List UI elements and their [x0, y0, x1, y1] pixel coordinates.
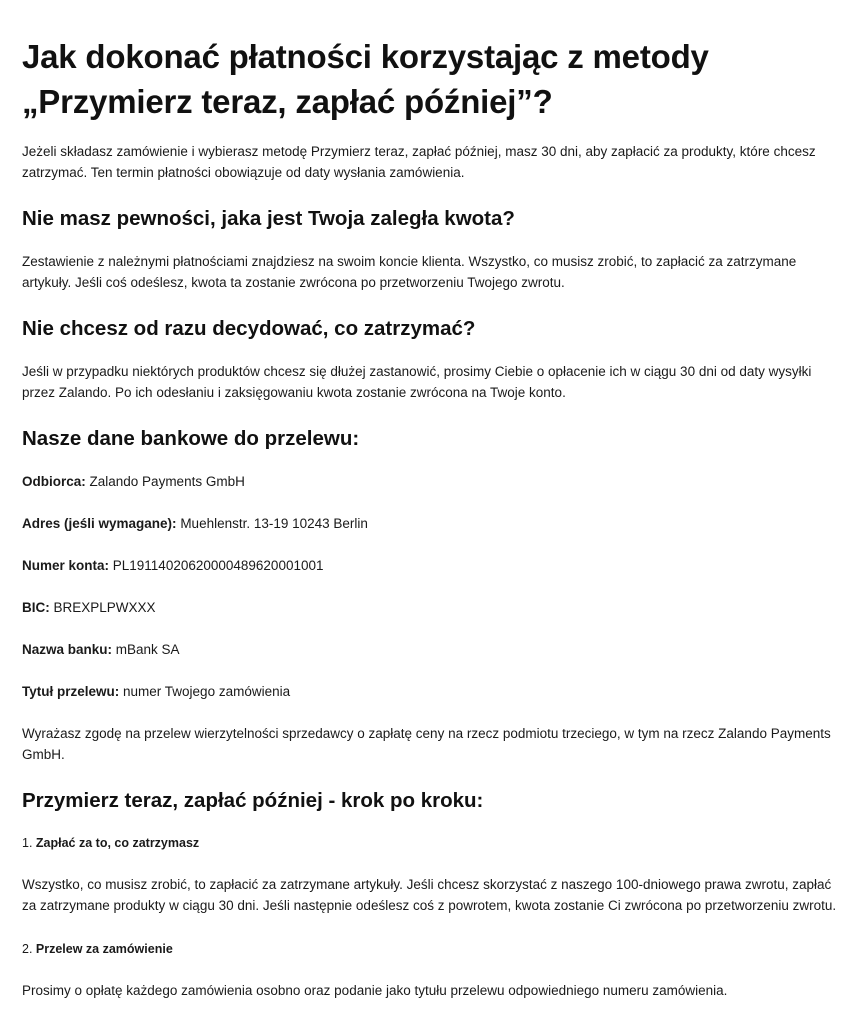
- bank-detail-address: [22, 513, 841, 534]
- bank-detail-value: BREXPLPWXXX: [49, 600, 156, 615]
- bank-detail-bic: [22, 597, 841, 618]
- intro-paragraph: Jeżeli składasz zamówienie i wybierasz metodę Przymierz teraz, zapłać później, masz 30 dni, aby zapłacić za produkty, które chcesz zatrzymać. Ten termin płatności obowiązuje od daty wysłania zamówienia.: [22, 144, 816, 180]
- bank-detail-value: Muehlenstr. 13-19 10243 Berlin: [176, 516, 368, 531]
- bank-detail-transfer-title: [22, 681, 841, 702]
- step-title-1: [22, 833, 841, 853]
- bank-detail-recipient: [22, 471, 841, 492]
- bank-detail-label: Adres (jeśli wymagane):: [22, 516, 177, 531]
- bank-detail-value: PL19114020620000489620001001: [109, 558, 324, 573]
- step-title: Przelew za zamówienie: [35, 942, 173, 956]
- bank-detail-label: BIC:: [22, 600, 50, 615]
- bank-detail-label: Nazwa banku:: [22, 642, 113, 657]
- bank-detail-label: Odbiorca:: [22, 474, 86, 489]
- page-title: Jak dokonać płatności korzystając z metody „Przymierz teraz, zapłać później”?: [22, 38, 709, 120]
- bank-detail-label: Tytuł przelewu:: [22, 684, 120, 699]
- section-heading-steps: Przymierz teraz, zapłać później - krok po kroku:: [22, 789, 484, 812]
- section-heading-outstanding-amount: Nie masz pewności, jaka jest Twoja zaległa kwota?: [22, 207, 515, 230]
- consent-paragraph: Wyrażasz zgodę na przelew wierzytelności sprzedawcy o zapłatę ceny na rzecz podmiotu trzeciego, w tym na rzecz Zalando Payments GmbH.: [22, 726, 831, 762]
- step-title-2: [22, 939, 841, 959]
- bank-detail-account-number: [22, 555, 841, 576]
- bank-detail-value: numer Twojego zamówienia: [119, 684, 291, 699]
- step-number: 1.: [22, 836, 36, 850]
- section-heading-decide-later: Nie chcesz od razu decydować, co zatrzymać?: [22, 317, 476, 340]
- bank-detail-value: Zalando Payments GmbH: [85, 474, 245, 489]
- step-title: Zapłać za to, co zatrzymasz: [35, 836, 200, 850]
- outstanding-amount-paragraph: Zestawienie z należnymi płatnościami znajdziesz na swoim koncie klienta. Wszystko, co musisz zrobić, to zapłacić za zatrzymane artykuły. Jeśli coś odeślesz, kwota ta zostanie zwrócona po przetworzeniu Twojego zwrotu.: [22, 254, 797, 290]
- bank-detail-label: Numer konta:: [22, 558, 110, 573]
- bank-detail-bank-name: [22, 639, 841, 660]
- section-heading-bank-details: Nasze dane bankowe do przelewu:: [22, 427, 360, 450]
- bank-detail-value: mBank SA: [112, 642, 180, 657]
- step-number: 2.: [22, 942, 36, 956]
- decide-later-paragraph: Jeśli w przypadku niektórych produktów chcesz się dłużej zastanowić, prosimy Ciebie o opłacenie ich w ciągu 30 dni od daty wysyłki przez Zalando. Po ich odesłaniu i zaksięgowaniu kwota zostanie zwrócona na Twoje konto.: [22, 364, 812, 400]
- step-paragraph-2: Prosimy o opłatę każdego zamówienia osobno oraz podanie jako tytułu przelewu odpowiedniego numeru zamówienia.: [22, 983, 728, 998]
- step-paragraph-1: Wszystko, co musisz zrobić, to zapłacić za zatrzymane artykuły. Jeśli chcesz skorzystać z naszego 100-dniowego prawa zwrotu, zapłać za zatrzymane produkty w ciągu 30 dni. Jeśli następnie odeślesz coś z powrotem, kwota zostanie Ci zwrócona po przetworzeniu zwrotu.: [22, 877, 837, 913]
